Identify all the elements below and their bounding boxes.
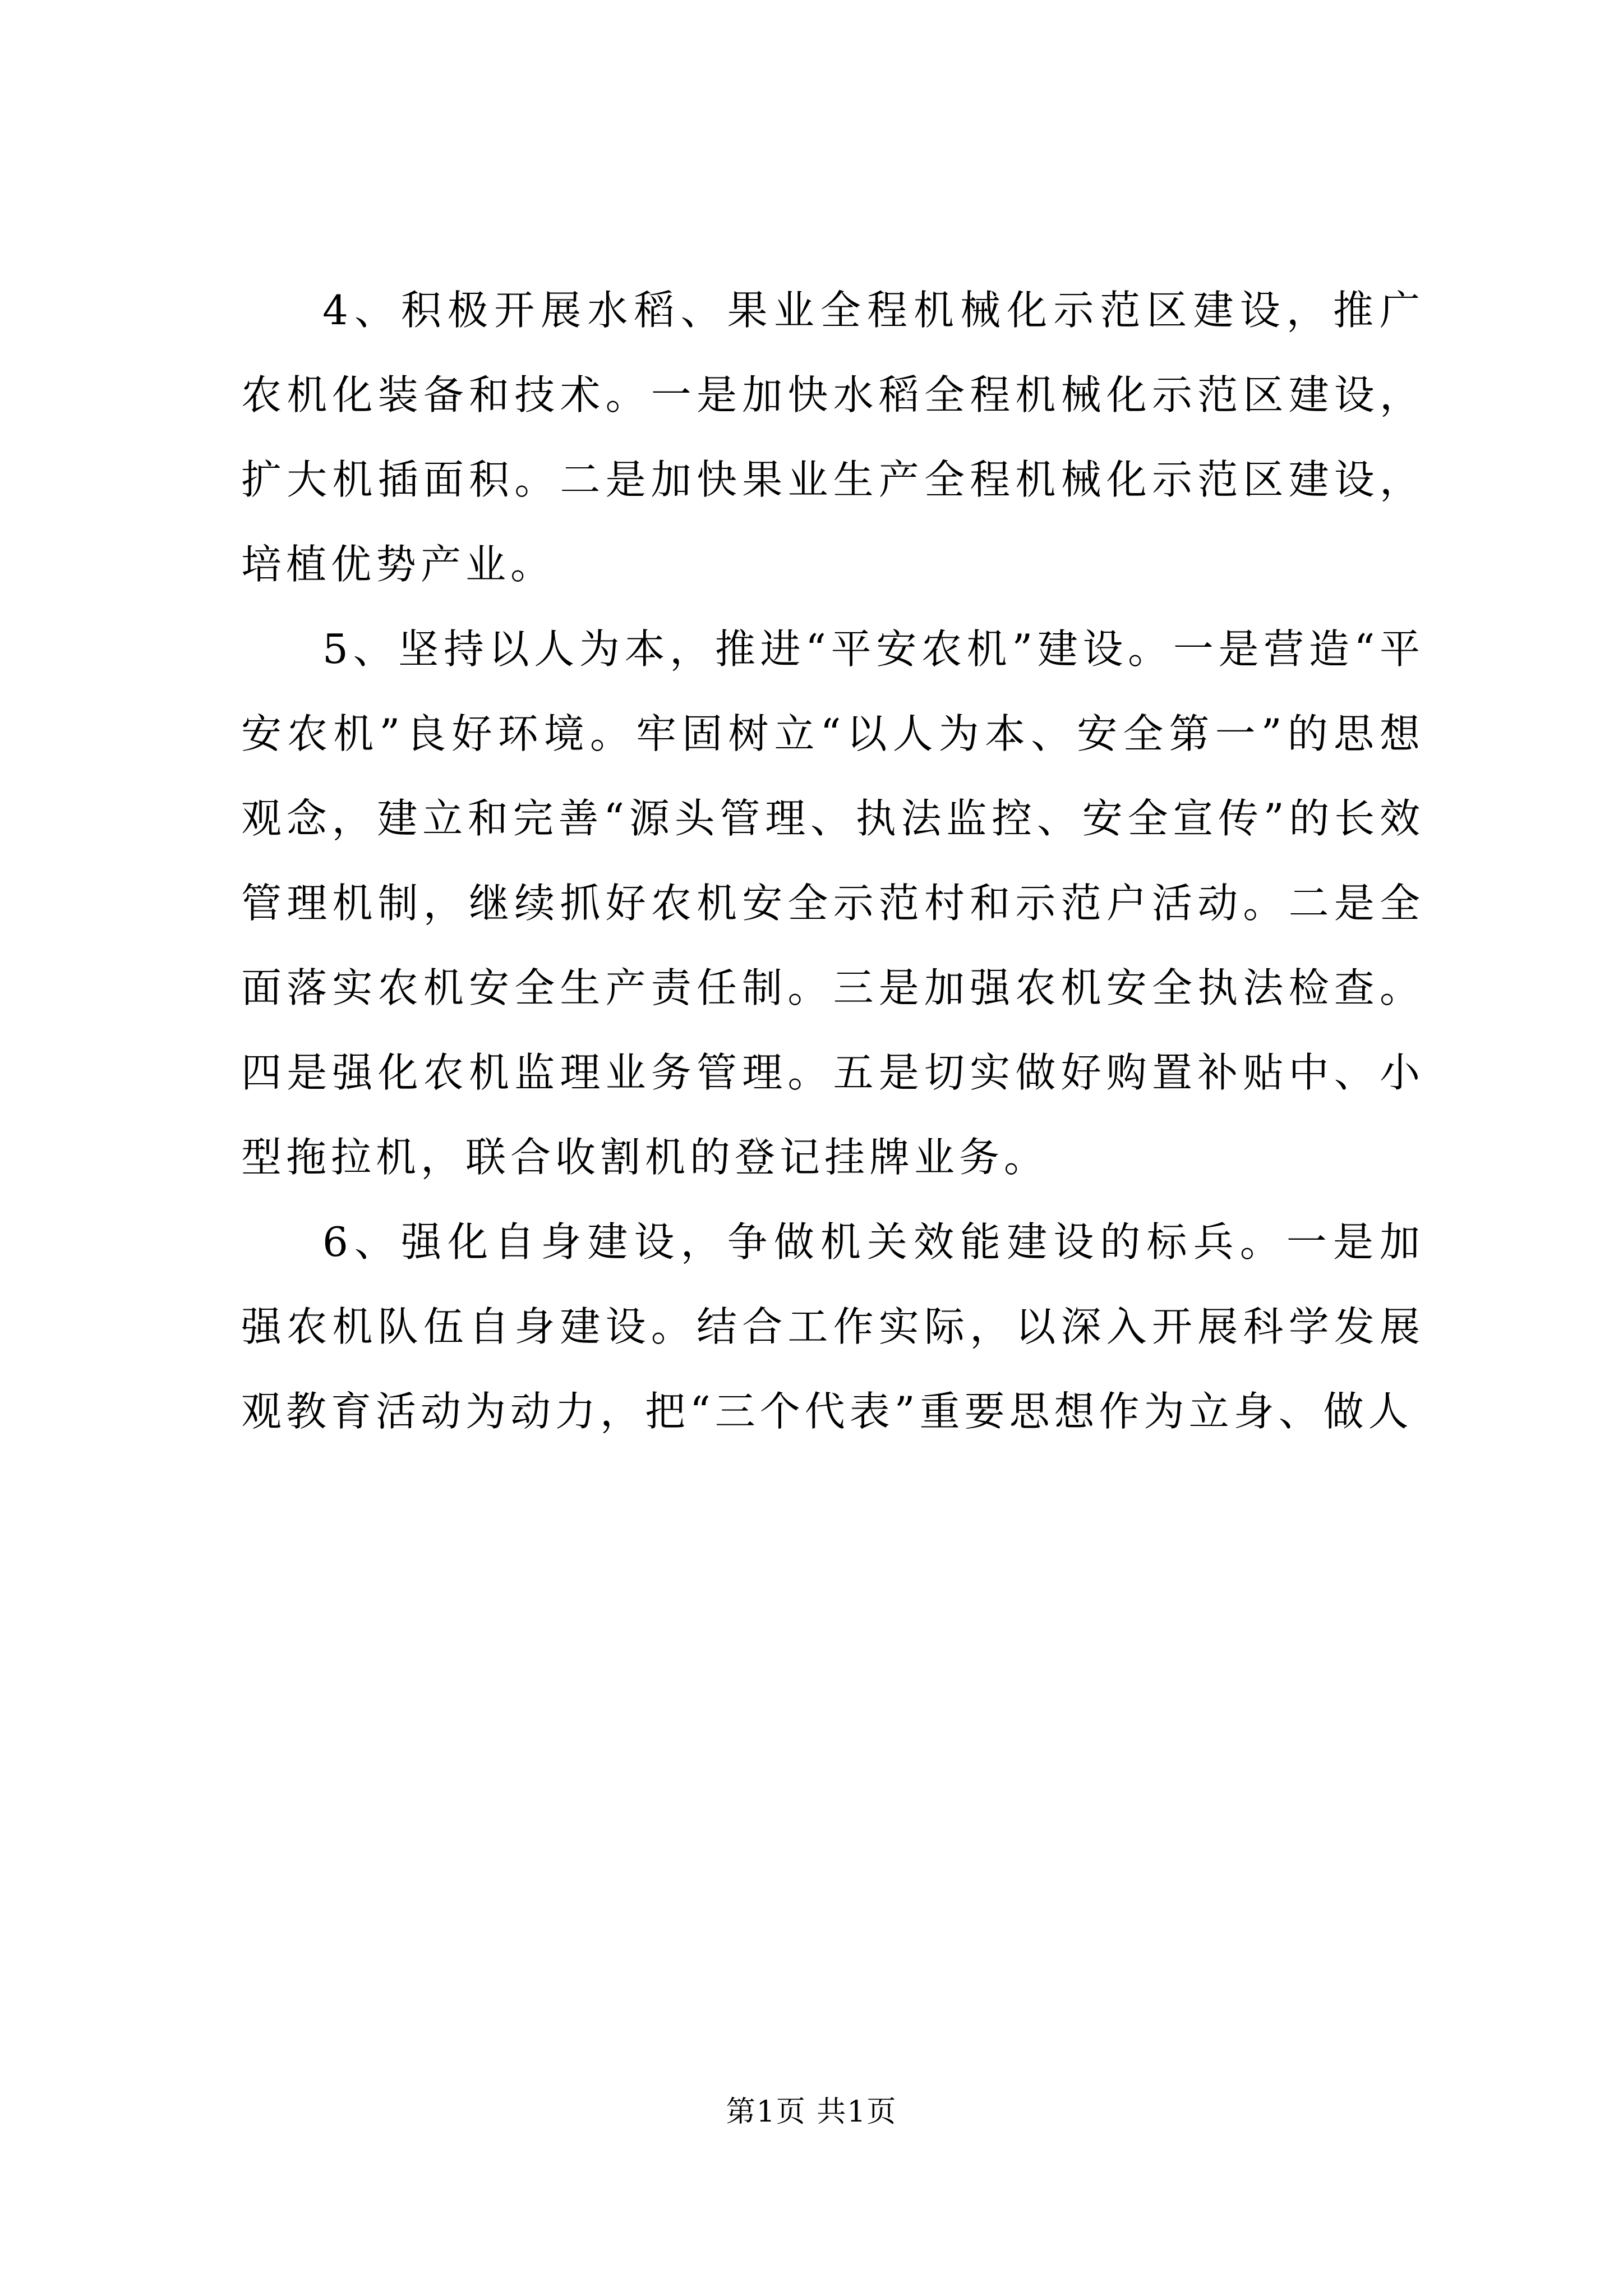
paragraph-5: 5、坚持以人为本，推进“平安农机”建设。一是营造“平安农机”良好环境。牢固树立“以人为本、安全第一”的思想观念，建立和完善“源头管理、执法监控、安全宣传”的长效管理机制，继续抓好农机安全示范村和示范户活动。二是全面落实农机安全生产责任制。三是加强农机安全执法检查。四是强化农机监理业务管理。五是切实做好购置补贴中、小型拖拉机，联合收割机的登记挂牌业务。	[241, 625, 1424, 1181]
page-footer: 第1页 共1页	[726, 2095, 897, 2129]
paragraph-4: 4、积极开展水稻、果业全程机械化示范区建设，推广农机化装备和技术。一是加快水稻全程机械化示范区建设，扩大机插面积。二是加快果业生产全程机械化示范区建设，培植优势产业。	[241, 287, 1424, 588]
document-body	[241, 268, 1424, 1454]
paragraph-6: 6、强化自身建设，争做机关效能建设的标兵。一是加强农机队伍自身建设。结合工作实际，以深入开展科学发展观教育活动为动力，把“三个代表”重要思想作为立身、做人	[241, 1218, 1424, 1435]
